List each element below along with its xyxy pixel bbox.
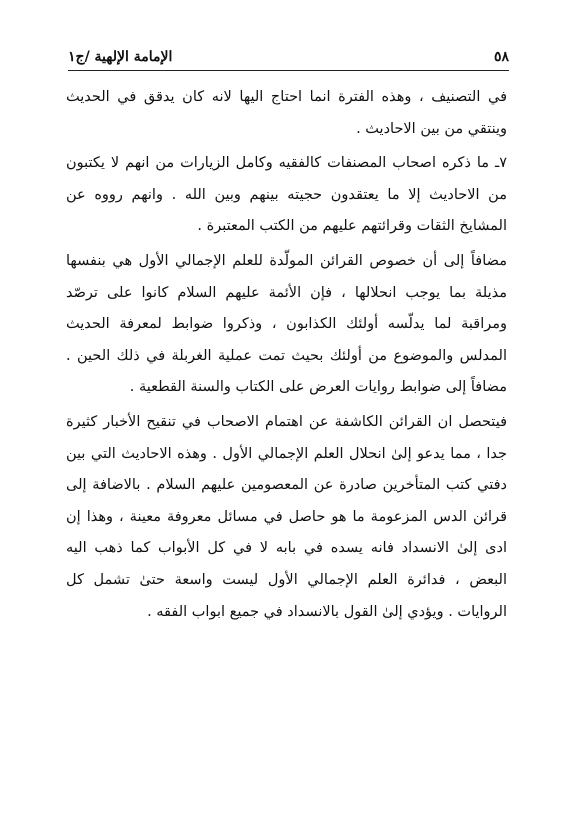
paragraph-2: ٧ـ ما ذكره اصحاب المصنفات كالفقيه وكامل الزيارات من انهم لا يكتبون من الاحاديث إلا ما يعتقدون حجيته بينهم وبين الله . وانهم رووه عن المشايخ الثقات وقرائتهم عليهم من الكتب المعتبرة . <box>66 155 507 235</box>
paragraph-1: في التصنيف ، وهذه الفترة انما احتاج اليها لانه كان يدقق في الحديث وينتقي من بين الاحاديث . <box>66 89 507 137</box>
paragraph-4: فيتحصل ان القرائن الكاشفة عن اهتمام الاصحاب في تنقيح الأخبار كثيرة جدا ، مما يدعو إلىٰ انحلال العلم الإجمالي الأول . وهذه الاحاديث التي بين دفتي كتب المتأخرين صادرة عن المعصومين عليهم السلام . بالاضافة إلى قرائن الدس المزعومة ما هو حاصل في مسائل معروفة معينة ، وهذا إن ادى إلىٰ الانسداد فانه يسده في بابه لا في كل الأبواب كما ذهب اليه البعض ، فدائرة العلم الإجمالي الأول ليست واسعة حتىٰ تشمل كل الروايات . ويؤدي إلىٰ القول بالانسداد في جميع ابواب الفقه . <box>66 413 507 620</box>
paragraph-3: مضافاً إلى أن خصوص القرائن المولّدة للعلم الإجمالي الأول هي بنفسها مذيلة بما يوجب انحلالها ، فإن الأئمة عليهم السلام كانوا على ترصّد ومراقبة لما يدلّسه أولئك الكذابون ، وذكروا ضوابط لمعرفة الحديث المدلس والموضوع من أولئك بحيث تمت عملية الغربلة في ذلك الحين . مضافاً إلى ضوابط روايات العرض على الكتاب والسنة القطعية . <box>66 252 507 396</box>
page-number: ٥٨ <box>493 49 509 65</box>
page-header <box>68 44 509 71</box>
running-title: الإمامة الإلهية /ج١ <box>68 49 173 65</box>
page-body <box>66 82 507 628</box>
